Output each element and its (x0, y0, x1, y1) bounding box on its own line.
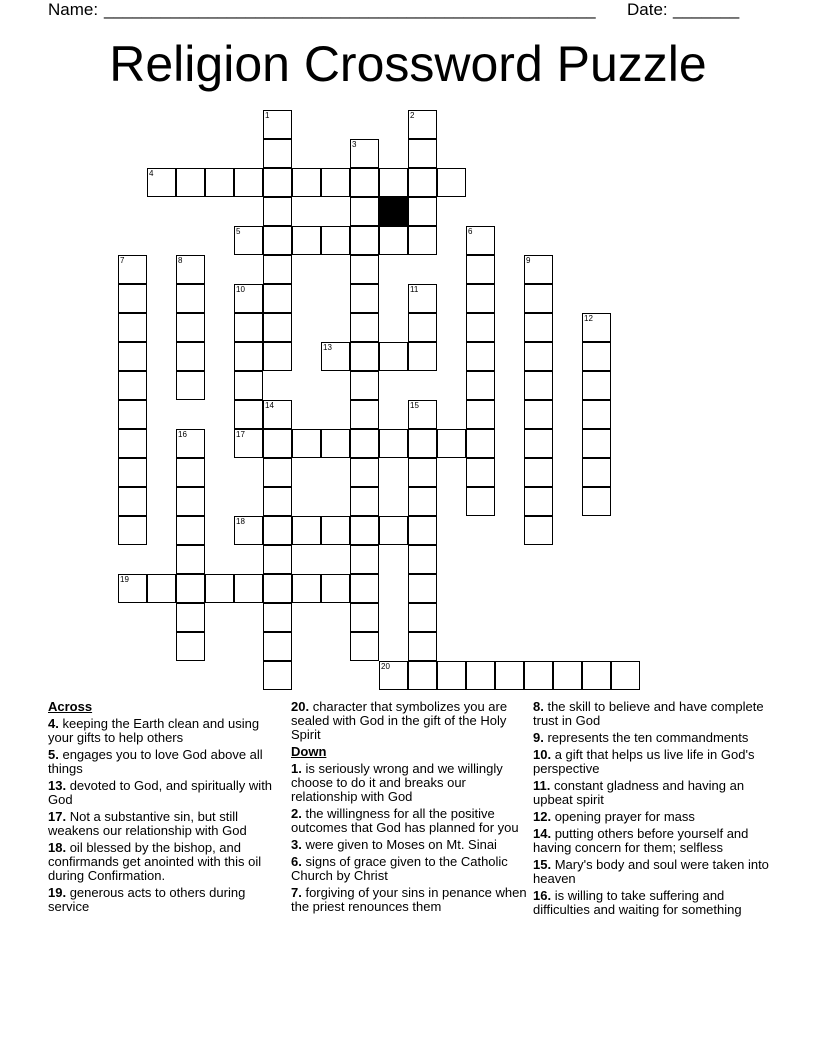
clue-number: 4 (149, 169, 154, 178)
grid-cell[interactable] (379, 429, 408, 458)
grid-cell[interactable] (176, 545, 205, 574)
clue-number: 7 (120, 256, 125, 265)
clue-number: 14 (265, 401, 274, 410)
grid-cell[interactable] (292, 429, 321, 458)
grid-cell[interactable] (466, 342, 495, 371)
grid-cell[interactable] (176, 371, 205, 400)
down-clue: 9. represents the ten commandments (533, 730, 749, 745)
grid-cell[interactable] (118, 429, 147, 458)
date-field[interactable]: _______ (673, 0, 740, 19)
grid-cell[interactable] (408, 313, 437, 342)
grid-cell[interactable] (263, 487, 292, 516)
grid-cell[interactable] (263, 313, 292, 342)
grid-cell[interactable] (176, 255, 205, 284)
grid-cell[interactable] (350, 487, 379, 516)
grid-cell[interactable] (350, 226, 379, 255)
grid-cell[interactable] (582, 313, 611, 342)
date-label: Date: (627, 0, 668, 19)
grid-cell[interactable] (321, 516, 350, 545)
grid-cell[interactable] (408, 284, 437, 313)
grid-cell[interactable] (524, 313, 553, 342)
grid-cell[interactable] (582, 487, 611, 516)
grid-cell[interactable] (350, 197, 379, 226)
grid-cell[interactable] (524, 400, 553, 429)
grid-cell[interactable] (176, 342, 205, 371)
grid-cell[interactable] (524, 342, 553, 371)
clue-number: 3 (352, 140, 357, 149)
name-label: Name: (48, 0, 99, 19)
clue-number: 18 (236, 517, 245, 526)
clue-number: 12 (584, 314, 593, 323)
grid-cell[interactable] (234, 226, 263, 255)
grid-cell[interactable] (437, 429, 466, 458)
grid-cell[interactable] (263, 342, 292, 371)
grid-cell[interactable] (350, 429, 379, 458)
grid-cell[interactable] (350, 400, 379, 429)
grid-cell[interactable] (118, 458, 147, 487)
grid-cell[interactable] (118, 284, 147, 313)
grid-cell[interactable] (147, 574, 176, 603)
grid-cell[interactable] (263, 110, 292, 139)
grid-cell[interactable] (379, 168, 408, 197)
grid-cell[interactable] (234, 342, 263, 371)
grid-cell[interactable] (437, 661, 466, 690)
clue-column-3 (533, 700, 773, 920)
grid-cell[interactable] (176, 574, 205, 603)
grid-cell[interactable] (408, 400, 437, 429)
grid-cell[interactable] (524, 458, 553, 487)
grid-cell[interactable] (263, 197, 292, 226)
clue-column-2 (291, 700, 527, 917)
grid-cell[interactable] (582, 371, 611, 400)
grid-cell[interactable] (118, 313, 147, 342)
down-clue: 2. the willingness for all the positive outcomes that God has planned for you (291, 806, 519, 835)
grid-cell[interactable] (234, 371, 263, 400)
clue-number: 6 (468, 227, 473, 236)
grid-cell[interactable] (408, 661, 437, 690)
clue-number: 17 (236, 430, 245, 439)
grid-cell[interactable] (263, 226, 292, 255)
page-title: Religion Crossword Puzzle (109, 36, 707, 92)
grid-cell[interactable] (263, 632, 292, 661)
down-clue: 1. is seriously wrong and we willingly choose to do it and breaks our relationship with God (291, 761, 503, 804)
grid-cell[interactable] (118, 516, 147, 545)
grid-cell[interactable] (321, 168, 350, 197)
grid-cell[interactable] (582, 661, 611, 690)
grid-cell[interactable] (234, 313, 263, 342)
across-clue: 18. oil blessed by the bishop, and confirmands get anointed with this oil during Confirmation. (48, 840, 262, 883)
clue-number: 19 (120, 575, 129, 584)
clue-number: 9 (526, 256, 531, 265)
grid-cell[interactable] (147, 168, 176, 197)
grid-cell[interactable] (408, 545, 437, 574)
down-clue: 8. the skill to believe and have complete trust in God (533, 699, 764, 728)
grid-cell[interactable] (263, 168, 292, 197)
clue-number: 13 (323, 343, 332, 352)
grid-cell[interactable] (466, 371, 495, 400)
grid-cell[interactable] (466, 226, 495, 255)
clue-number: 5 (236, 227, 241, 236)
grid-cell[interactable] (437, 168, 466, 197)
grid-cell[interactable] (350, 574, 379, 603)
grid-cell[interactable] (234, 429, 263, 458)
across-clue: 19. generous acts to others during service (48, 885, 246, 914)
grid-cell[interactable] (350, 139, 379, 168)
grid-cell[interactable] (263, 661, 292, 690)
grid-cell[interactable] (234, 516, 263, 545)
grid-cell[interactable] (234, 574, 263, 603)
grid-cell[interactable] (582, 458, 611, 487)
down-clue: 7. forgiving of your sins in penance when the priest renounces them (291, 885, 527, 914)
down-heading: Down (291, 744, 327, 759)
grid-cell[interactable] (234, 168, 263, 197)
across-clue: 17. Not a substantive sin, but still weakens our relationship with God (48, 809, 247, 838)
clue-number: 15 (410, 401, 419, 410)
grid-cell[interactable] (466, 661, 495, 690)
grid-cell[interactable] (263, 458, 292, 487)
down-clue: 3. were given to Moses on Mt. Sinai (291, 837, 497, 852)
grid-cell[interactable] (350, 516, 379, 545)
grid-cell[interactable] (379, 516, 408, 545)
across-clue: 20. character that symbolizes you are sealed with God in the gift of the Holy Spirit (291, 699, 508, 742)
grid-cell[interactable] (408, 226, 437, 255)
clue-number: 20 (381, 662, 390, 671)
grid-cell[interactable] (408, 516, 437, 545)
grid-cell[interactable] (379, 226, 408, 255)
grid-cell[interactable] (350, 371, 379, 400)
grid-cell[interactable] (176, 487, 205, 516)
grid-cell[interactable] (176, 516, 205, 545)
grid-cell[interactable] (176, 313, 205, 342)
grid-cell[interactable] (611, 661, 640, 690)
grid-cell[interactable] (118, 574, 147, 603)
down-clue: 16. is willing to take suffering and difficulties and waiting for something (533, 888, 742, 917)
grid-cell[interactable] (408, 458, 437, 487)
clue-column-1 (48, 700, 284, 917)
grid-cell[interactable] (350, 545, 379, 574)
grid-cell[interactable] (350, 313, 379, 342)
grid-cell[interactable] (408, 574, 437, 603)
clue-number: 1 (265, 111, 270, 120)
grid-cell[interactable] (234, 284, 263, 313)
grid-cell[interactable] (466, 313, 495, 342)
grid-cell[interactable] (350, 603, 379, 632)
grid-cell[interactable] (263, 400, 292, 429)
grid-cell[interactable] (263, 139, 292, 168)
grid-cell[interactable] (263, 545, 292, 574)
grid-cell[interactable] (176, 429, 205, 458)
grid-cell[interactable] (118, 255, 147, 284)
grid-cell[interactable] (118, 487, 147, 516)
across-clue: 4. keeping the Earth clean and using your gifts to help others (48, 716, 260, 745)
grid-cell[interactable] (350, 284, 379, 313)
down-clue: 14. putting others before yourself and having concern for them; selfless (533, 826, 749, 855)
grid-cell[interactable] (118, 400, 147, 429)
grid-cell[interactable] (176, 458, 205, 487)
grid-cell[interactable] (408, 429, 437, 458)
grid-cell[interactable] (263, 603, 292, 632)
grid-cell[interactable] (524, 284, 553, 313)
grid-cell[interactable] (263, 574, 292, 603)
down-clue: 10. a gift that helps us live life in God's perspective (533, 747, 755, 776)
grid-cell[interactable] (466, 400, 495, 429)
blocked-cell (379, 197, 408, 226)
name-field[interactable]: ____________________________________________________ (104, 0, 596, 19)
grid-cell[interactable] (263, 284, 292, 313)
grid-cell[interactable] (118, 371, 147, 400)
grid-cell[interactable] (321, 226, 350, 255)
grid-cell[interactable] (263, 255, 292, 284)
grid-cell[interactable] (524, 487, 553, 516)
grid-cell[interactable] (263, 429, 292, 458)
clue-number: 11 (410, 285, 419, 294)
grid-cell[interactable] (350, 168, 379, 197)
grid-cell[interactable] (292, 168, 321, 197)
grid-cell[interactable] (292, 574, 321, 603)
grid-cell[interactable] (553, 661, 582, 690)
grid-cell[interactable] (379, 661, 408, 690)
grid-cell[interactable] (176, 603, 205, 632)
grid-cell[interactable] (524, 516, 553, 545)
grid-cell[interactable] (582, 342, 611, 371)
grid-cell[interactable] (408, 632, 437, 661)
grid-cell[interactable] (263, 516, 292, 545)
grid-cell[interactable] (408, 110, 437, 139)
grid-cell[interactable] (466, 255, 495, 284)
clue-number: 16 (178, 430, 187, 439)
grid-cell[interactable] (524, 371, 553, 400)
grid-cell[interactable] (205, 168, 234, 197)
grid-cell[interactable] (350, 632, 379, 661)
grid-cell[interactable] (118, 342, 147, 371)
grid-cell[interactable] (408, 603, 437, 632)
grid-cell[interactable] (524, 661, 553, 690)
grid-cell[interactable] (176, 168, 205, 197)
clue-number: 10 (236, 285, 245, 294)
grid-cell[interactable] (408, 342, 437, 371)
clue-number: 8 (178, 256, 183, 265)
down-clue: 12. opening prayer for mass (533, 809, 695, 824)
grid-cell[interactable] (379, 342, 408, 371)
across-heading: Across (48, 699, 93, 714)
grid-cell[interactable] (292, 516, 321, 545)
grid-cell[interactable] (292, 226, 321, 255)
down-clue: 15. Mary's body and soul were taken into heaven (533, 857, 769, 886)
grid-cell[interactable] (466, 458, 495, 487)
grid-cell[interactable] (350, 458, 379, 487)
grid-cell[interactable] (205, 574, 234, 603)
grid-cell[interactable] (408, 139, 437, 168)
grid-cell[interactable] (408, 487, 437, 516)
across-clue: 5. engages you to love God above all things (48, 747, 263, 776)
grid-cell[interactable] (495, 661, 524, 690)
grid-cell[interactable] (408, 168, 437, 197)
grid-cell[interactable] (524, 429, 553, 458)
grid-cell[interactable] (466, 429, 495, 458)
down-clue: 11. constant gladness and having an upbeat spirit (533, 778, 745, 807)
down-clue: 6. signs of grace given to the Catholic Church by Christ (291, 854, 508, 883)
grid-cell[interactable] (582, 429, 611, 458)
grid-cell[interactable] (350, 255, 379, 284)
grid-cell[interactable] (321, 342, 350, 371)
grid-cell[interactable] (350, 342, 379, 371)
clue-number: 2 (410, 111, 415, 120)
grid-cell[interactable] (524, 255, 553, 284)
grid-cell[interactable] (234, 400, 263, 429)
grid-cell[interactable] (466, 487, 495, 516)
grid-cell[interactable] (321, 574, 350, 603)
across-clue: 13. devoted to God, and spiritually with God (48, 778, 273, 807)
grid-cell[interactable] (321, 429, 350, 458)
grid-cell[interactable] (582, 400, 611, 429)
grid-cell[interactable] (176, 632, 205, 661)
grid-cell[interactable] (176, 284, 205, 313)
grid-cell[interactable] (408, 197, 437, 226)
grid-cell[interactable] (466, 284, 495, 313)
